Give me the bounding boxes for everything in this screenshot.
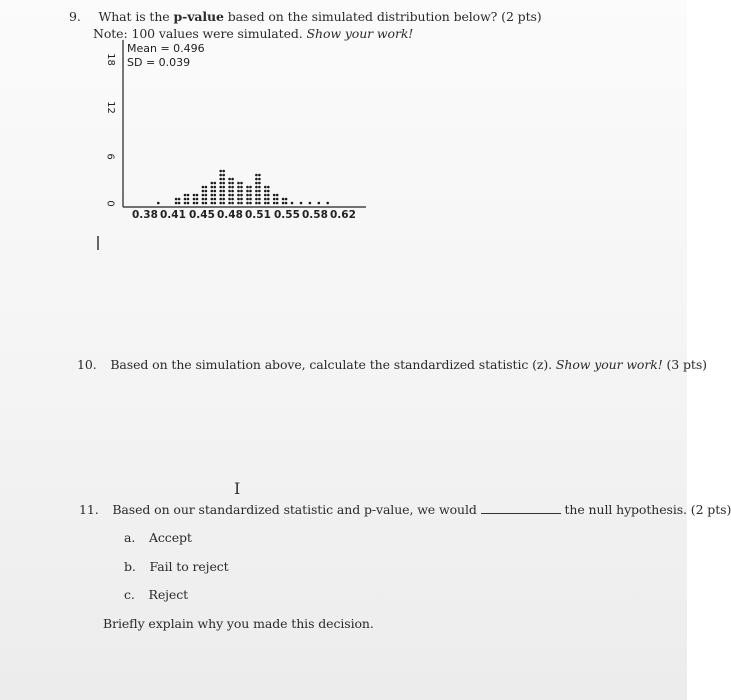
dot-point bbox=[255, 178, 258, 181]
dot-point bbox=[184, 202, 187, 205]
dot-point bbox=[219, 194, 222, 197]
dot-point bbox=[219, 182, 222, 185]
dot-point bbox=[222, 170, 225, 173]
dot-point bbox=[184, 194, 187, 197]
dot-point bbox=[175, 202, 178, 205]
y-tick-label: 12 bbox=[104, 101, 116, 114]
option-c[interactable] bbox=[124, 587, 188, 602]
x-tick-label: 0.38 bbox=[132, 209, 158, 221]
q9-text-before: What is the bbox=[98, 9, 174, 24]
dot-point bbox=[184, 198, 187, 201]
x-tick-label: 0.62 bbox=[330, 209, 356, 221]
dot-point bbox=[258, 174, 261, 177]
dot-point bbox=[219, 178, 222, 181]
explain-prompt: Briefly explain why you made this decision. bbox=[103, 616, 374, 631]
dot-point bbox=[276, 202, 279, 205]
dot-point bbox=[222, 190, 225, 193]
x-tick-label: 0.55 bbox=[274, 209, 300, 221]
dot-point bbox=[214, 194, 217, 197]
dot-point bbox=[264, 198, 267, 201]
dot-point bbox=[219, 170, 222, 173]
dot-point bbox=[255, 182, 258, 185]
dot-point bbox=[258, 190, 261, 193]
dot-point bbox=[219, 174, 222, 177]
dot-point bbox=[222, 182, 225, 185]
dot-point bbox=[228, 186, 231, 189]
q10-italic: Show your work! bbox=[555, 357, 663, 372]
dot-point bbox=[205, 194, 208, 197]
dot-point bbox=[267, 194, 270, 197]
dot-point bbox=[231, 202, 234, 205]
dot-point bbox=[276, 194, 279, 197]
dot-point bbox=[214, 186, 217, 189]
dot-point bbox=[196, 198, 199, 201]
dot-point bbox=[178, 202, 181, 205]
dot-point bbox=[211, 186, 214, 189]
dot-point bbox=[249, 198, 252, 201]
option-label: Accept bbox=[148, 530, 192, 545]
dot-point bbox=[273, 202, 276, 205]
dot-point bbox=[255, 202, 258, 205]
dot-point bbox=[237, 182, 240, 185]
x-tick-label: 0.41 bbox=[160, 209, 186, 221]
dot-point bbox=[282, 198, 285, 201]
dot-point bbox=[178, 198, 181, 201]
dot-point bbox=[222, 194, 225, 197]
option-letter: b. bbox=[124, 559, 136, 574]
dot-point bbox=[255, 186, 258, 189]
dot-point bbox=[228, 190, 231, 193]
dot-point bbox=[219, 198, 222, 201]
dot-point bbox=[246, 194, 249, 197]
dot-point bbox=[205, 202, 208, 205]
option-a[interactable] bbox=[124, 530, 192, 545]
dot-point bbox=[205, 186, 208, 189]
q9-text-bold: p-value bbox=[173, 9, 224, 24]
dot-point bbox=[175, 198, 178, 201]
x-tick-label: 0.51 bbox=[245, 209, 271, 221]
x-tick-label: 0.58 bbox=[302, 209, 328, 221]
dot-point bbox=[214, 190, 217, 193]
q10-number: 10. bbox=[77, 357, 97, 372]
q11-text-before: Based on our standardized statistic and p-value, we would bbox=[112, 502, 477, 517]
option-letter: c. bbox=[124, 587, 135, 602]
dot-point bbox=[222, 186, 225, 189]
dot-point bbox=[211, 182, 214, 185]
dot-point bbox=[222, 198, 225, 201]
dot-point bbox=[187, 198, 190, 201]
q10-text: Based on the simulation above, calculate the standardized statistic (z). bbox=[110, 357, 556, 372]
dot-point bbox=[211, 194, 214, 197]
dot-point bbox=[300, 202, 303, 205]
text-cursor-icon: I bbox=[234, 479, 241, 498]
dot-point bbox=[205, 198, 208, 201]
dot-point bbox=[237, 194, 240, 197]
dot-point bbox=[309, 202, 312, 205]
dot-point bbox=[211, 202, 214, 205]
dot-point bbox=[211, 198, 214, 201]
dot-point bbox=[291, 202, 294, 205]
dot-point bbox=[240, 194, 243, 197]
dot-point bbox=[193, 202, 196, 205]
dot-point bbox=[202, 198, 205, 201]
answer-blank[interactable] bbox=[481, 503, 561, 514]
dot-point bbox=[264, 194, 267, 197]
dot-point bbox=[258, 198, 261, 201]
dot-point bbox=[231, 198, 234, 201]
dot-point bbox=[231, 186, 234, 189]
q9-note-prefix: Note: 100 values were simulated. bbox=[93, 26, 307, 41]
dot-point bbox=[255, 198, 258, 201]
dot-point bbox=[231, 190, 234, 193]
dot-point bbox=[211, 190, 214, 193]
dot-point bbox=[255, 190, 258, 193]
dot-point bbox=[264, 190, 267, 193]
dot-point bbox=[282, 202, 285, 205]
dot-point bbox=[237, 186, 240, 189]
dot-point bbox=[264, 186, 267, 189]
sd-label: SD = 0.039 bbox=[127, 56, 191, 69]
dot-point bbox=[228, 182, 231, 185]
q10-points: (3 pts) bbox=[662, 357, 707, 372]
q9-line bbox=[69, 9, 542, 24]
dot-point bbox=[202, 202, 205, 205]
dot-point bbox=[228, 178, 231, 181]
dot-point bbox=[285, 202, 288, 205]
dot-point bbox=[187, 194, 190, 197]
dot-point bbox=[285, 198, 288, 201]
y-tick-label: 18 bbox=[104, 53, 116, 66]
dot-point bbox=[196, 202, 199, 205]
dot-point bbox=[214, 182, 217, 185]
option-label: Fail to reject bbox=[149, 559, 229, 574]
dot-point bbox=[240, 182, 243, 185]
dot-point bbox=[222, 174, 225, 177]
dot-point bbox=[258, 202, 261, 205]
dot-point bbox=[228, 194, 231, 197]
q11-line bbox=[79, 502, 731, 517]
dot-point bbox=[246, 198, 249, 201]
dot-point bbox=[273, 194, 276, 197]
dot-point bbox=[202, 190, 205, 193]
dot-point bbox=[240, 202, 243, 205]
dot-group bbox=[157, 170, 329, 205]
dot-point bbox=[255, 174, 258, 177]
mean-label: Mean = 0.496 bbox=[127, 42, 205, 55]
dot-point bbox=[249, 190, 252, 193]
y-tick-label: 0 bbox=[104, 200, 116, 207]
dot-point bbox=[249, 194, 252, 197]
dot-point bbox=[205, 190, 208, 193]
dot-point bbox=[231, 194, 234, 197]
dot-point bbox=[222, 202, 225, 205]
dot-point bbox=[267, 202, 270, 205]
dot-point bbox=[202, 186, 205, 189]
dot-point bbox=[237, 190, 240, 193]
dot-point bbox=[202, 194, 205, 197]
dot-point bbox=[187, 202, 190, 205]
dot-point bbox=[240, 190, 243, 193]
dot-point bbox=[157, 202, 160, 205]
dot-point bbox=[219, 190, 222, 193]
dot-point bbox=[246, 186, 249, 189]
dot-point bbox=[240, 198, 243, 201]
dot-point bbox=[231, 182, 234, 185]
dot-point bbox=[318, 202, 321, 205]
dot-point bbox=[249, 186, 252, 189]
q11-text-after: the null hypothesis. (2 pts) bbox=[564, 502, 731, 517]
dot-point bbox=[214, 198, 217, 201]
dot-point bbox=[267, 198, 270, 201]
q9-note-italic: Show your work! bbox=[306, 26, 414, 41]
dot-point bbox=[222, 178, 225, 181]
q10-line bbox=[77, 357, 707, 372]
dot-point bbox=[258, 178, 261, 181]
dot-point bbox=[246, 190, 249, 193]
dot-point bbox=[231, 178, 234, 181]
q9-text-after: based on the simulated distribution below? (2 pts) bbox=[223, 9, 542, 24]
dot-point bbox=[267, 190, 270, 193]
dot-point bbox=[246, 202, 249, 205]
option-label: Reject bbox=[148, 587, 189, 602]
dot-point bbox=[214, 202, 217, 205]
dot-point bbox=[196, 194, 199, 197]
dot-point bbox=[219, 202, 222, 205]
dot-point bbox=[255, 194, 258, 197]
dot-point bbox=[267, 186, 270, 189]
dot-point bbox=[258, 182, 261, 185]
dot-point bbox=[258, 186, 261, 189]
dot-point bbox=[264, 202, 267, 205]
dot-point bbox=[219, 186, 222, 189]
option-letter: a. bbox=[124, 530, 136, 545]
dot-point bbox=[237, 202, 240, 205]
x-tick-label: 0.48 bbox=[217, 209, 243, 221]
y-tick-label: 6 bbox=[104, 153, 116, 160]
x-tick-label: 0.45 bbox=[189, 209, 215, 221]
dot-point bbox=[228, 198, 231, 201]
dot-point bbox=[237, 198, 240, 201]
dot-point bbox=[193, 194, 196, 197]
dot-point bbox=[276, 198, 279, 201]
dot-point bbox=[193, 198, 196, 201]
pencil-mark bbox=[97, 236, 99, 250]
q9-number: 9. bbox=[69, 9, 81, 24]
dot-point bbox=[228, 202, 231, 205]
dot-point bbox=[273, 198, 276, 201]
dot-point bbox=[240, 186, 243, 189]
dot-point bbox=[326, 202, 329, 205]
option-b[interactable] bbox=[124, 559, 229, 574]
dot-point bbox=[258, 194, 261, 197]
q11-number: 11. bbox=[79, 502, 99, 517]
dot-point bbox=[249, 202, 252, 205]
